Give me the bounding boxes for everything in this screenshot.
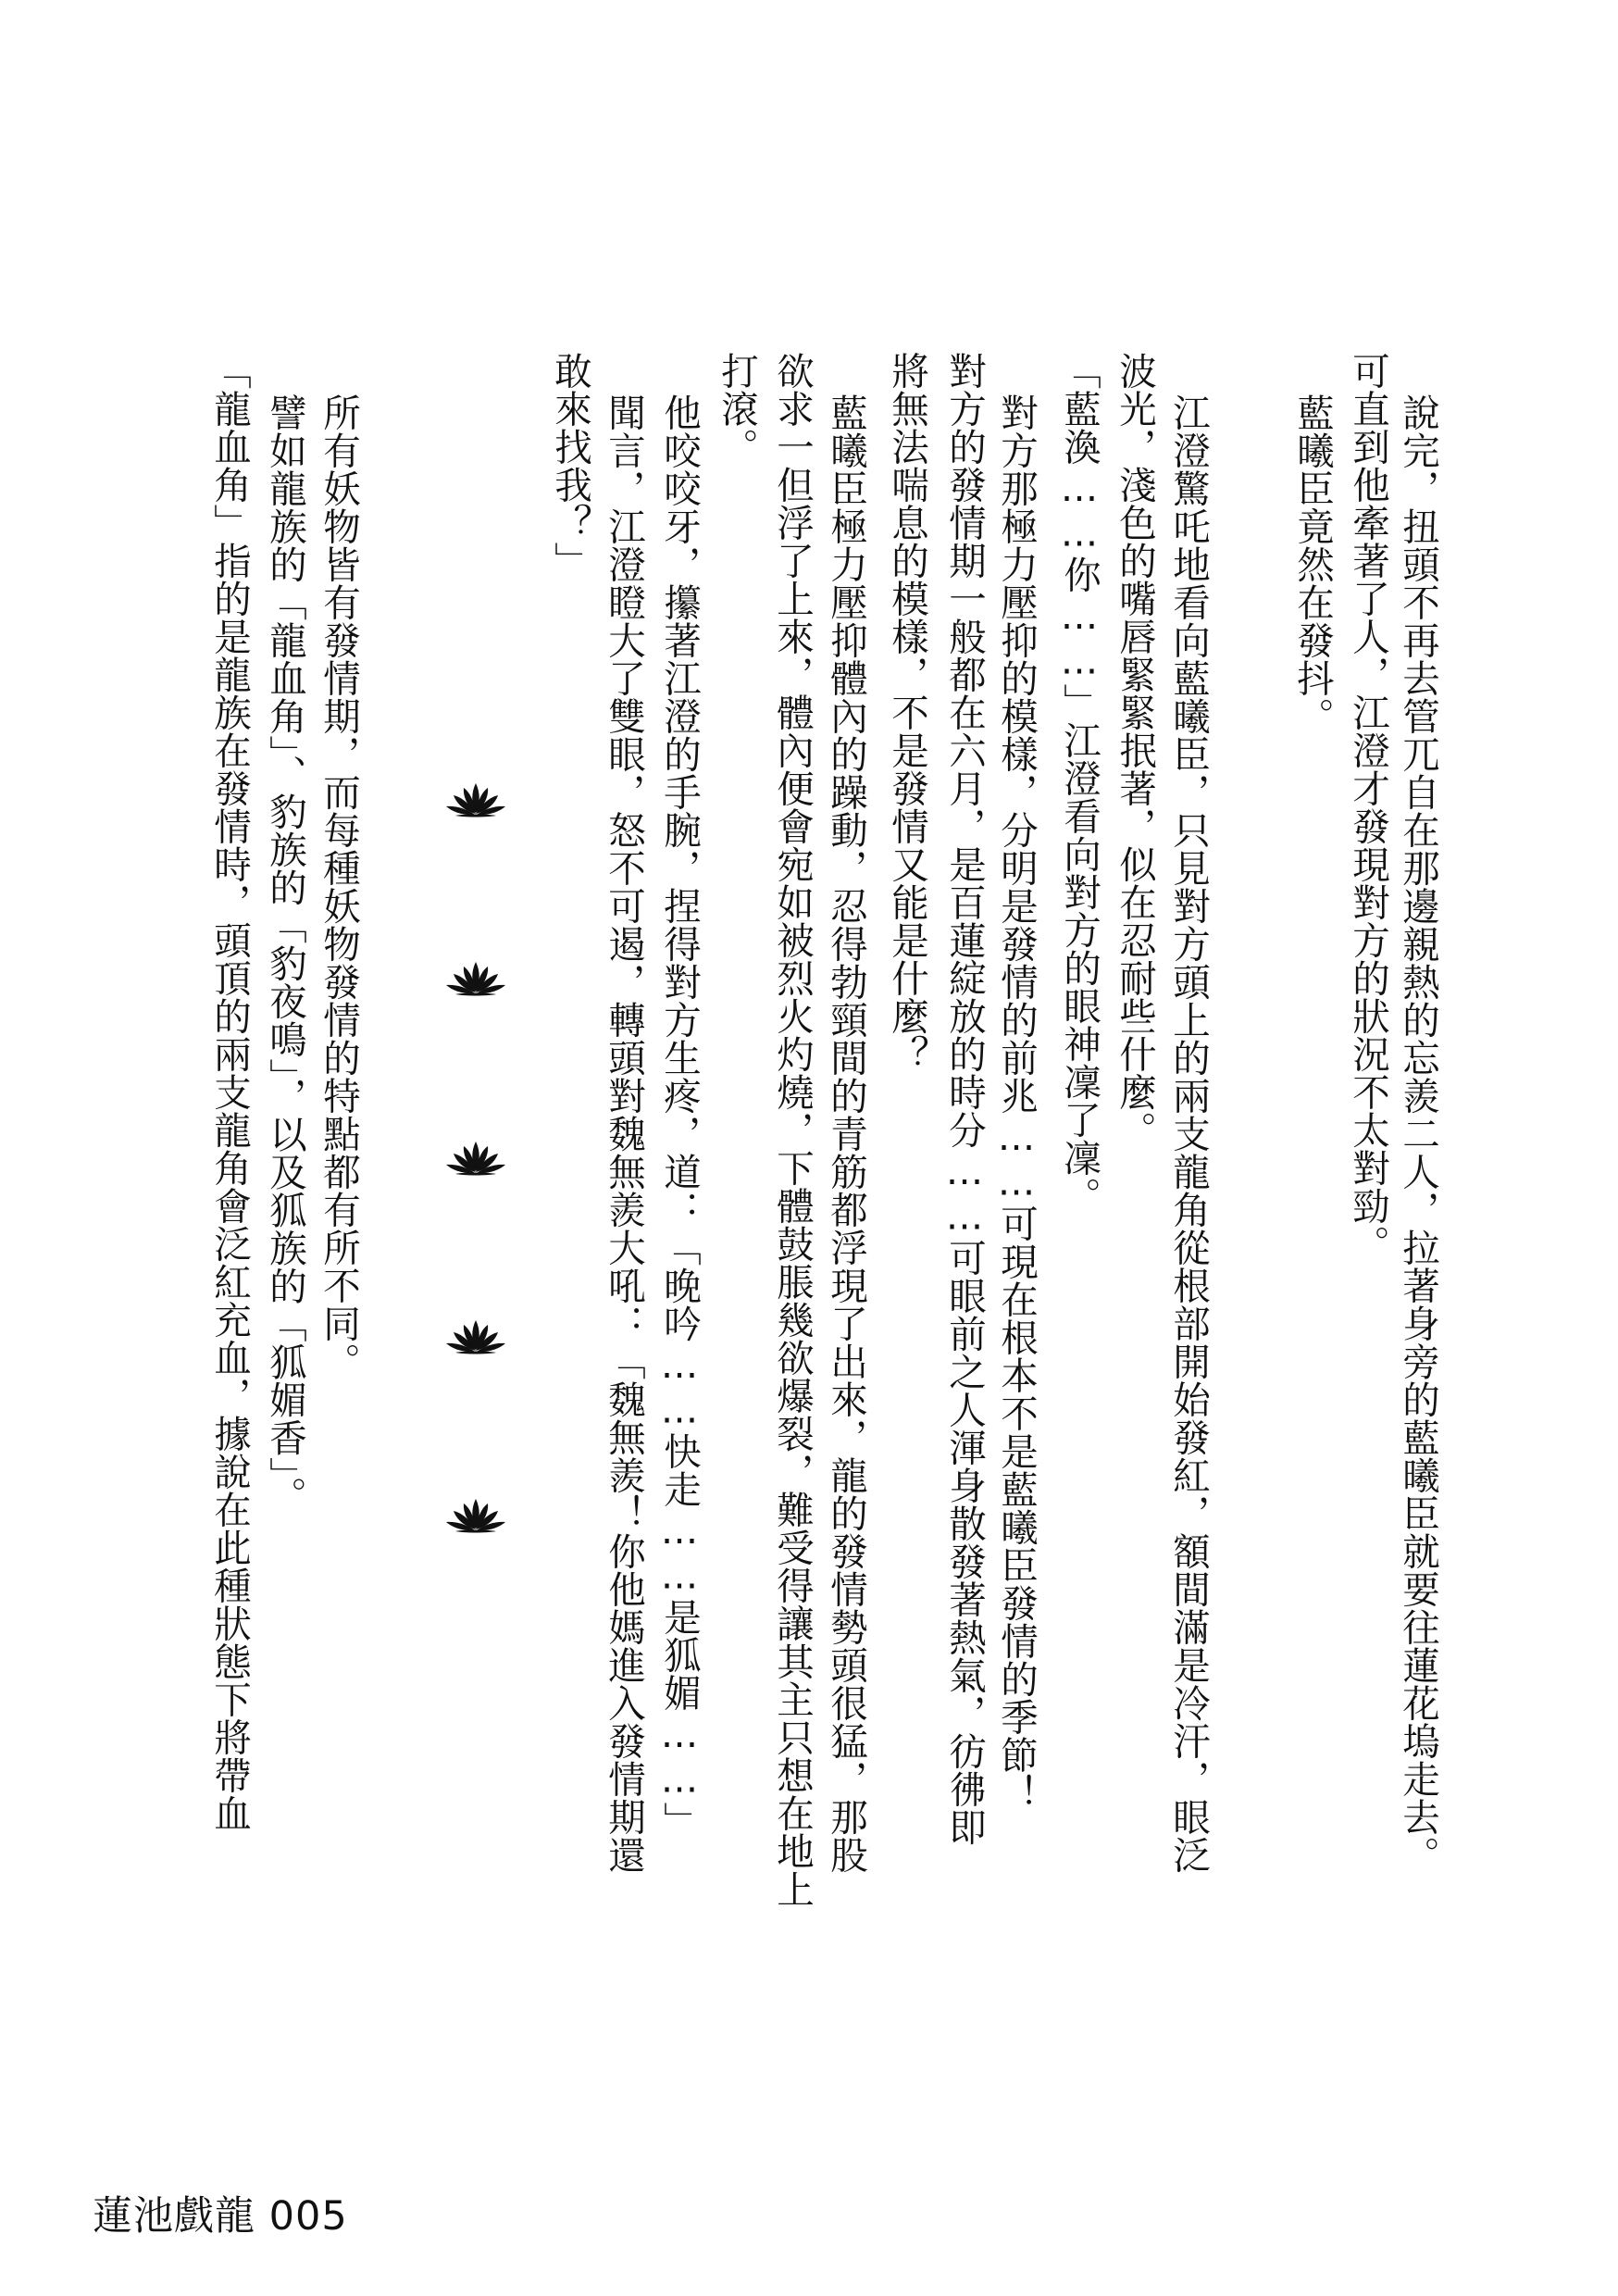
- lotus-ornament-icon: [444, 960, 507, 997]
- text-column: 打滾。: [715, 352, 759, 466]
- text-column: 所有妖物皆有發情期，而每種妖物發情的特點都有所不同。: [317, 393, 361, 1380]
- text-column: 對方那極力壓抑的模樣，分明是發情的前兆……可現在根本不是藍曦臣發情的季節！: [994, 393, 1039, 1812]
- text-column: 藍曦臣竟然在發抖。: [1290, 393, 1335, 735]
- text-column: 可直到他牽著了人，江澄才發現對方的狀況不太對勁。: [1346, 352, 1390, 1263]
- text-column: 江澄驚吒地看向藍曦臣，只見對方頭上的兩支龍角從根部開始發紅，額間滿是冷汗，眼泛: [1166, 393, 1211, 1874]
- text-column: 將無法喘息的模樣，不是發情又能是什麼？: [885, 352, 929, 1073]
- text-column: 他咬咬牙，攥著江澄的手腕，捏得對方生疼，道：「晚吟……快走……是狐媚……」: [657, 393, 702, 1840]
- text-column: 欲求一但浮了上來，體內便會宛如被烈火灼燒，下體鼓脹幾欲爆裂，難受得讓其主只想在地上: [770, 352, 815, 1908]
- text-column: 聞言，江澄瞪大了雙眼，怒不可遏，轉頭對魏無羨大吼：「魏無羨！你他媽進入發情期還: [602, 393, 646, 1874]
- text-column: 「藍渙……你……」江澄看向對方的眼神凜了凜。: [1057, 352, 1101, 1215]
- page-number: 005: [268, 2193, 348, 2240]
- text-column: 說完，扭頭不再去管兀自在那邊親熱的忘羨二人，拉著身旁的藍曦臣就要往蓮花塢走去。: [1396, 393, 1440, 1874]
- text-column: 譬如龍族的「龍血角」、豹族的「豹夜鳴」，以及狐族的「狐媚香」。: [263, 393, 307, 1515]
- text-column: 「龍血角」指的是龍族在發情時，頭頂的兩支龍角會泛紅充血，據說在此種狀態下將帶血: [207, 352, 252, 1832]
- page-footer: [93, 2190, 348, 2242]
- lotus-ornament-icon: [444, 1497, 507, 1534]
- text-column: 敢來找我？」: [548, 352, 592, 580]
- book-title: 蓮池戲龍: [93, 2193, 255, 2240]
- text-column: 對方的發情期一般都在六月，是百蓮綻放的時分……可眼前之人渾身散發著熱氣，彷彿即: [942, 352, 987, 1846]
- lotus-ornament-icon: [444, 781, 507, 818]
- lotus-ornament-icon: [444, 1140, 507, 1177]
- text-column: 波光，淺色的嘴唇緊緊抿著，似在忍耐些什麼。: [1113, 352, 1157, 1149]
- text-column: 藍曦臣極力壓抑體內的躁動，忍得勃頸間的青筋都浮現了出來，龍的發情勢頭很猛，那股: [824, 393, 868, 1874]
- lotus-ornament-icon: [444, 1318, 507, 1355]
